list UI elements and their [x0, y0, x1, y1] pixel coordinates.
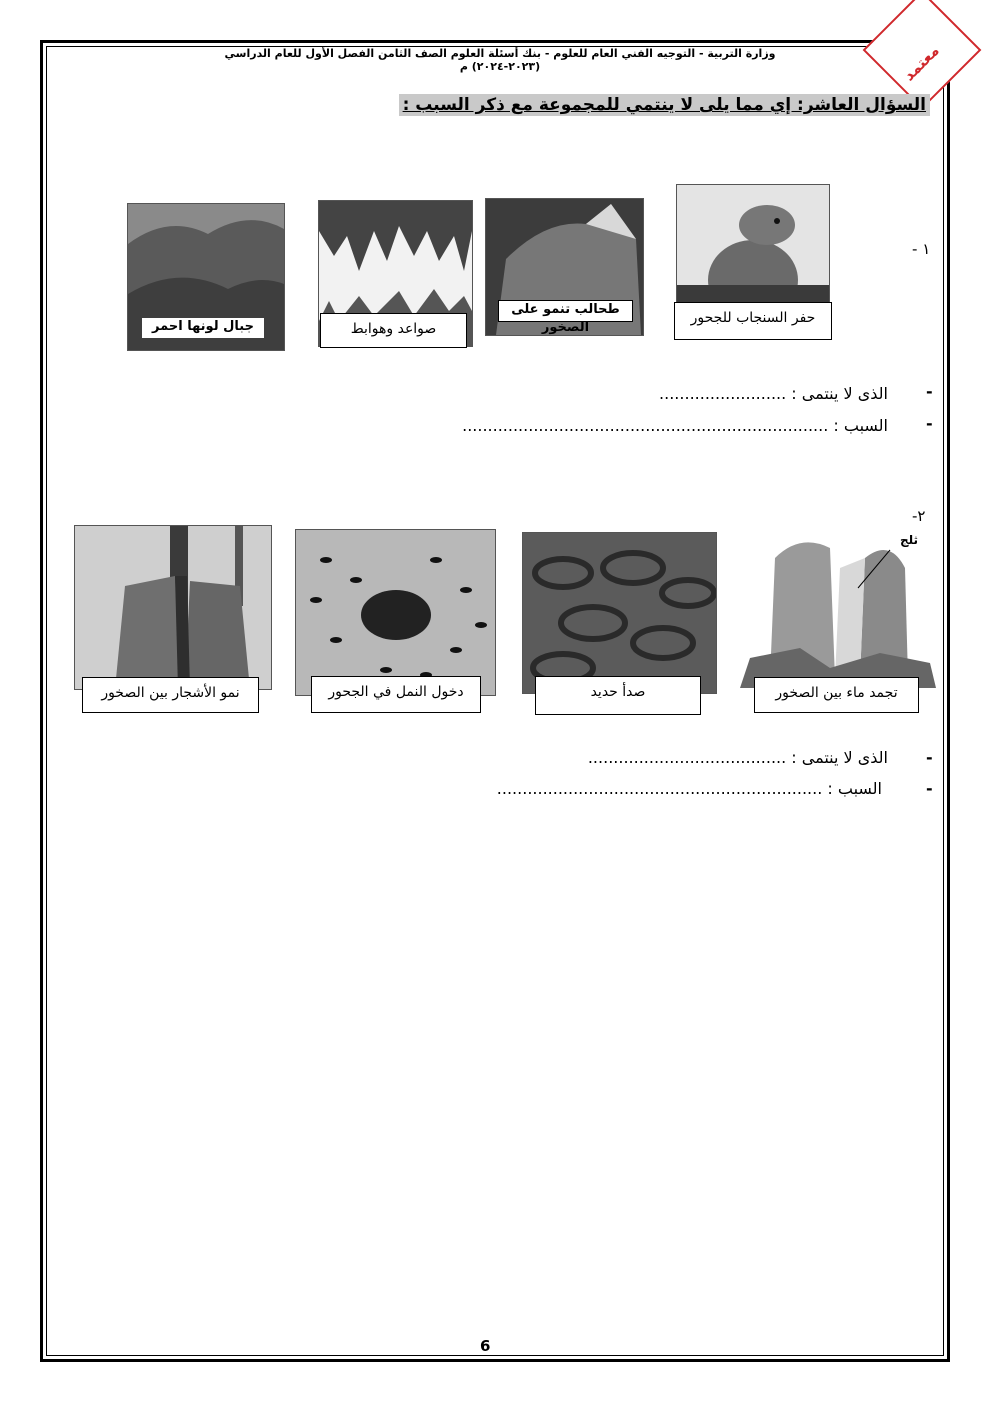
squirrel-image: [676, 184, 830, 306]
bullet-1a: -: [926, 382, 933, 401]
label-red-mountains: جبال لونها احمر: [142, 318, 264, 338]
question-title: السؤال العاشر: إي مما يلى لا ينتمي للمجموعة مع ذكر السبب :: [399, 94, 930, 116]
label-squirrel-burrows: حفر السنجاب للجحور: [674, 302, 832, 340]
trees-between-rocks-image: [74, 525, 272, 690]
label-trees-growing-between-rocks: نمو الأشجار بين الصخور: [82, 677, 259, 713]
group2-not-belong-line: الذى لا ينتمى : .......................................: [587, 748, 888, 767]
label-ants-entering-burrows: دخول النمل في الجحور: [311, 676, 481, 713]
bullet-2b: -: [926, 779, 933, 798]
frozen-water-rock-image: [740, 528, 936, 688]
group2-number: ٢-: [912, 507, 926, 525]
document-header: وزارة التربية - التوجيه الفني العام للعلوم - بنك أسئلة العلوم الصف الثامن الفصل الأول للعام الدراسي (٢٠٢٣-٢٠٢٤) م: [224, 47, 776, 73]
page-number: 6: [480, 1337, 491, 1355]
group1-reason-line: السبب : ........................................................................: [462, 416, 888, 435]
label-water-freezing: تجمد ماء بين الصخور: [754, 677, 919, 713]
bullet-2a: -: [926, 748, 933, 767]
group1-not-belong-line: الذى لا ينتمى : .........................: [659, 384, 888, 403]
label-algae-on-rocks: طحالب تنمو على الصخور: [498, 300, 633, 322]
ice-label: ثلج: [900, 533, 919, 547]
approved-stamp-text: معتمد: [899, 41, 943, 85]
group1-number: ١ -: [912, 240, 931, 258]
rusted-iron-image: [522, 532, 717, 694]
group2-reason-line: السبب : ................................................................: [496, 779, 882, 798]
ants-image: [295, 529, 496, 696]
bullet-1b: -: [926, 414, 933, 433]
label-stalagmites-stalactites: صواعد وهوابط: [320, 313, 467, 348]
label-iron-rust: صدأ حديد: [535, 676, 701, 715]
